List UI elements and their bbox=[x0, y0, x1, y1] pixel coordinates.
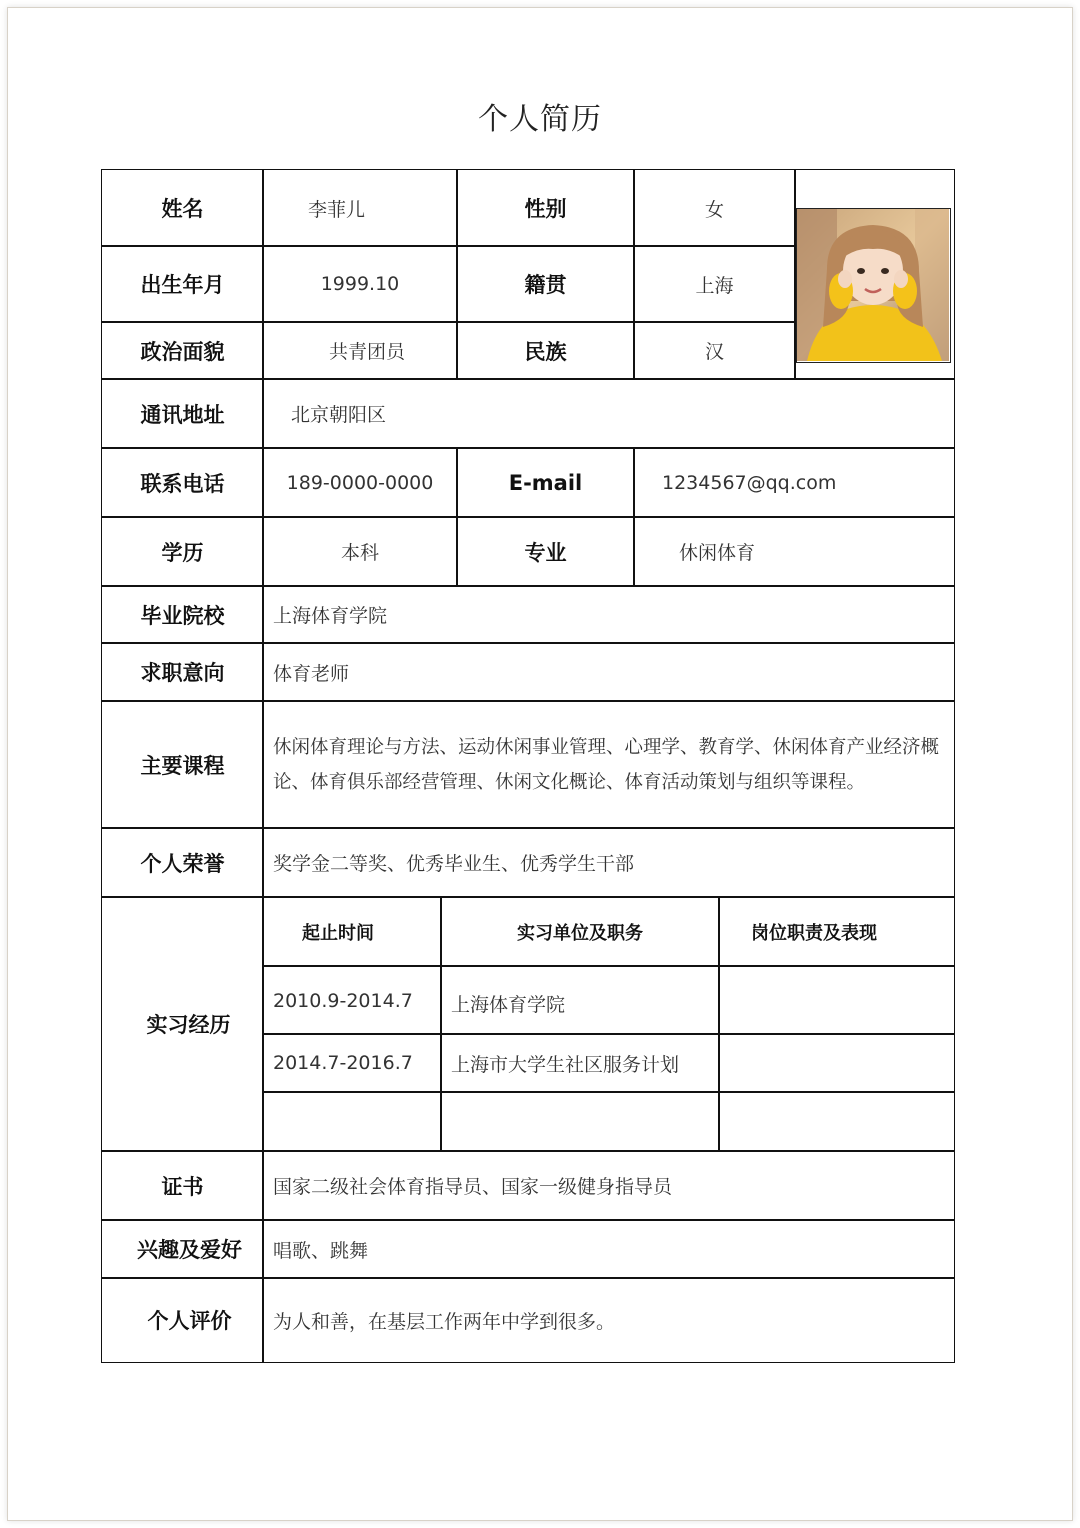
table-row bbox=[440, 1091, 720, 1152]
school-label: 毕业院校 bbox=[101, 585, 264, 644]
hobbies-label: 兴趣及爱好 bbox=[101, 1219, 264, 1279]
school-value: 上海体育学院 bbox=[262, 585, 955, 644]
edu-value: 本科 bbox=[262, 516, 458, 587]
certificates-label: 证书 bbox=[101, 1150, 264, 1221]
origin-value: 上海 bbox=[633, 245, 796, 323]
page-title: 个人简历 bbox=[478, 102, 602, 137]
email-label: E-mail bbox=[456, 447, 635, 518]
email-value: 1234567@qq.com bbox=[633, 447, 955, 518]
major-value: 休闲体育 bbox=[633, 516, 955, 587]
birth-value: 1999.10 bbox=[262, 245, 458, 323]
hobbies-value: 唱歌、跳舞 bbox=[262, 1219, 955, 1279]
gender-value: 女 bbox=[633, 169, 796, 247]
honors-label: 个人荣誉 bbox=[101, 827, 264, 898]
politics-label: 政治面貌 bbox=[101, 321, 264, 380]
internship-header-company: 实习单位及职务 bbox=[440, 896, 720, 967]
major-label: 专业 bbox=[456, 516, 635, 587]
gender-label: 性别 bbox=[456, 169, 635, 247]
table-row bbox=[718, 1091, 955, 1152]
politics-value: 共青团员 bbox=[262, 321, 458, 380]
address-value: 北京朝阳区 bbox=[262, 378, 955, 449]
name-value: 李菲儿 bbox=[262, 169, 458, 247]
internship-header-period: 起止时间 bbox=[262, 896, 442, 967]
origin-label: 籍贯 bbox=[456, 245, 635, 323]
table-row: 2014.7-2016.7 bbox=[262, 1033, 442, 1093]
evaluation-value: 为人和善，在基层工作两年中学到很多。 bbox=[262, 1277, 955, 1363]
courses-label: 主要课程 bbox=[101, 700, 264, 829]
honors-value: 奖学金二等奖、优秀毕业生、优秀学生干部 bbox=[262, 827, 955, 898]
phone-label: 联系电话 bbox=[101, 447, 264, 518]
table-row bbox=[718, 965, 955, 1035]
address-label: 通讯地址 bbox=[101, 378, 264, 449]
edu-label: 学历 bbox=[101, 516, 264, 587]
portrait-photo-icon bbox=[797, 209, 949, 361]
name-label: 姓名 bbox=[101, 169, 264, 247]
intent-value: 体育老师 bbox=[262, 642, 955, 702]
birth-label: 出生年月 bbox=[101, 245, 264, 323]
intent-label: 求职意向 bbox=[101, 642, 264, 702]
ethnic-label: 民族 bbox=[456, 321, 635, 380]
ethnic-value: 汉 bbox=[633, 321, 796, 380]
table-row: 上海体育学院 bbox=[440, 965, 720, 1035]
certificates-value: 国家二级社会体育指导员、国家一级健身指导员 bbox=[262, 1150, 955, 1221]
table-row: 2010.9-2014.7 bbox=[262, 965, 442, 1035]
table-row bbox=[718, 1033, 955, 1093]
table-row bbox=[262, 1091, 442, 1152]
internship-header-duties: 岗位职责及表现 bbox=[718, 896, 955, 967]
profile-photo bbox=[796, 208, 951, 363]
phone-value: 189-0000-0000 bbox=[262, 447, 458, 518]
table-row: 上海市大学生社区服务计划 bbox=[440, 1033, 720, 1093]
internship-label: 实习经历 bbox=[101, 896, 264, 1152]
courses-value: 休闲体育理论与方法、运动休闲事业管理、心理学、教育学、休闲体育产业经济概论、体育俱乐部经营管理、休闲文化概论、体育活动策划与组织等课程。 bbox=[262, 700, 955, 829]
evaluation-label: 个人评价 bbox=[101, 1277, 264, 1363]
